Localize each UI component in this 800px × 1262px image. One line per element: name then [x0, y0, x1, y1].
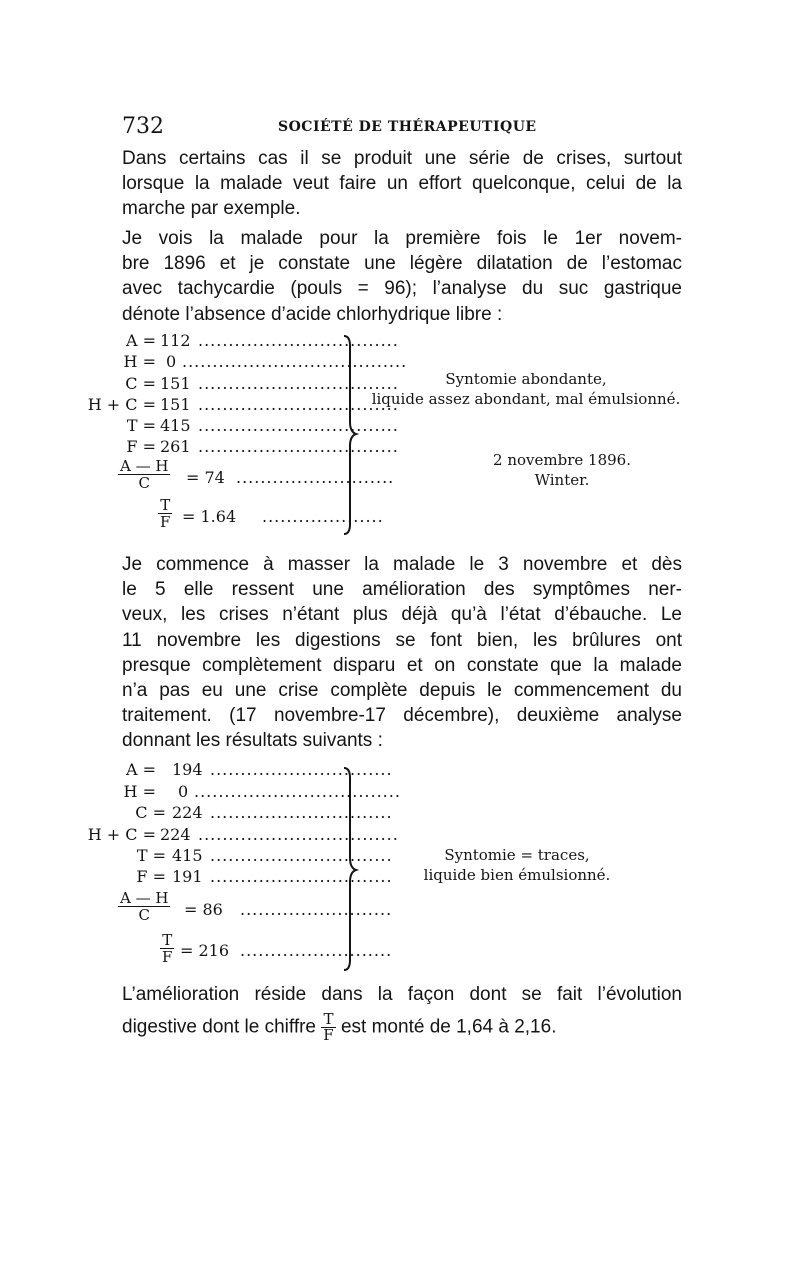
leader-dots: ................................. — [198, 437, 399, 456]
text-line: Dans certains cas il se produit une série de crises, surtout — [122, 148, 682, 169]
note-line: liquide assez abondant, mal émulsionné. — [371, 390, 681, 408]
fraction-numerator: A — H — [120, 889, 169, 907]
conclusion-text: digestive dont le chiffre — [122, 1016, 316, 1038]
row-label: H + C = — [87, 825, 156, 844]
row-value: 0 — [178, 782, 189, 801]
row-value: 415 — [160, 416, 191, 435]
row-label: C = — [125, 374, 156, 393]
leader-dots: .................... — [262, 507, 384, 526]
ratio-value: = 1.64 — [182, 507, 237, 526]
text-line: 11 novembre les digestions se font bien, les brûlures ont — [122, 629, 682, 651]
leader-dots: .......................... — [236, 468, 395, 487]
fraction-denominator: F — [162, 948, 173, 966]
row-value: 194 — [172, 760, 203, 779]
page-number: 732 — [122, 114, 164, 139]
row-value: 0 — [166, 352, 177, 371]
running-title: SOCIÉTÉ DE THÉRAPEUTIQUE — [278, 119, 537, 135]
ratio-value: = 216 — [180, 941, 230, 960]
row-label: T = — [136, 846, 166, 865]
text-line: marche par exemple. — [122, 198, 301, 220]
row-value: 261 — [160, 437, 191, 456]
leader-dots: ................................. — [198, 331, 399, 350]
note-line: liquide bien émulsionné. — [423, 866, 611, 884]
ratio-fraction — [118, 890, 170, 923]
row-value: 224 — [160, 825, 191, 844]
text-line: dénote l’absence d’acide chlorhydrique libre : — [122, 303, 503, 325]
row-value: 112 — [160, 331, 191, 350]
text-line: n’a pas eu une crise complète depuis le commencement du — [122, 679, 682, 701]
text-line: le 5 elle ressent une amélioration des symptômes ner- — [122, 579, 682, 601]
text-line: veux, les crises n’étant plus déjà qu’à l’état d’ébauche. Le — [122, 604, 682, 626]
row-label: F = — [126, 437, 156, 456]
row-label: T = — [126, 416, 156, 435]
fraction-numerator: T — [321, 1012, 335, 1028]
row-label: A = — [125, 331, 156, 350]
conclusion-line-2 — [122, 1012, 682, 1043]
row-value: 415 — [172, 846, 203, 865]
note-line: 2 novembre 1896. — [493, 451, 631, 469]
row-label: H + C = — [87, 395, 156, 414]
text-line: lorsque la malade veut faire un effort quelconque, celui de la — [122, 173, 682, 195]
note-line: Syntomie = traces, — [444, 846, 590, 864]
fraction-numerator: A — H — [120, 457, 169, 475]
note-line: Syntomie abondante, — [445, 370, 607, 388]
fraction-numerator: T — [158, 497, 172, 514]
curly-brace — [340, 766, 358, 972]
leader-dots: ................................. — [198, 374, 399, 393]
leader-dots: ......................... — [240, 900, 393, 919]
leader-dots: ................................. — [198, 416, 399, 435]
conclusion-line-1: L’amélioration réside dans la façon dont se fait l’évolution — [122, 984, 682, 1005]
ratio-fraction — [321, 1012, 335, 1043]
ratio-value: = 86 — [184, 900, 223, 919]
ratio-value: = 74 — [186, 468, 225, 487]
row-value: 191 — [172, 867, 203, 886]
leader-dots: ......................... — [240, 941, 393, 960]
fraction-numerator: T — [160, 932, 174, 949]
text-line: Je commence à masser la malade le 3 novembre et dès — [122, 554, 682, 575]
fraction-denominator: F — [323, 1026, 334, 1044]
leader-dots: .............................. — [210, 867, 393, 886]
leader-dots: .............................. — [210, 846, 393, 865]
text-line: avec tachycardie (pouls = 96); l’analyse du suc gastrique — [122, 278, 682, 300]
text-line: traitement. (17 novembre-17 décembre), deuxième analyse — [122, 705, 682, 727]
leader-dots: ................................. — [198, 395, 399, 414]
leader-dots: .................................. — [194, 782, 401, 801]
row-value: 224 — [172, 803, 203, 822]
text-line: bre 1896 et je constate une légère dilatation de l’estomac — [122, 253, 682, 275]
text-line: presque complètement disparu et on constate que la malade — [122, 654, 682, 676]
row-label: H = — [123, 782, 156, 801]
row-label: H = — [123, 352, 156, 371]
row-label: C = — [135, 803, 166, 822]
row-value: 151 — [160, 374, 191, 393]
leader-dots: .............................. — [210, 803, 393, 822]
ratio-fraction — [160, 932, 174, 965]
result-note — [382, 845, 652, 885]
row-label: F = — [136, 867, 166, 886]
text-line: Je vois la malade pour la première fois le 1er novem- — [122, 228, 682, 249]
fraction-denominator: C — [138, 474, 150, 492]
fraction-denominator: F — [160, 513, 171, 531]
fraction-denominator: C — [138, 906, 150, 924]
leader-dots: ................................. — [198, 825, 399, 844]
row-value: 151 — [160, 395, 191, 414]
row-label: A = — [125, 760, 156, 779]
note-line: Winter. — [534, 471, 590, 489]
leader-dots: ..................................... — [182, 352, 408, 371]
conclusion-text: est monté de 1,64 à 2,16. — [340, 1016, 557, 1038]
text-line: donnant les résultats suivants : — [122, 730, 383, 752]
leader-dots: .............................. — [210, 760, 393, 779]
